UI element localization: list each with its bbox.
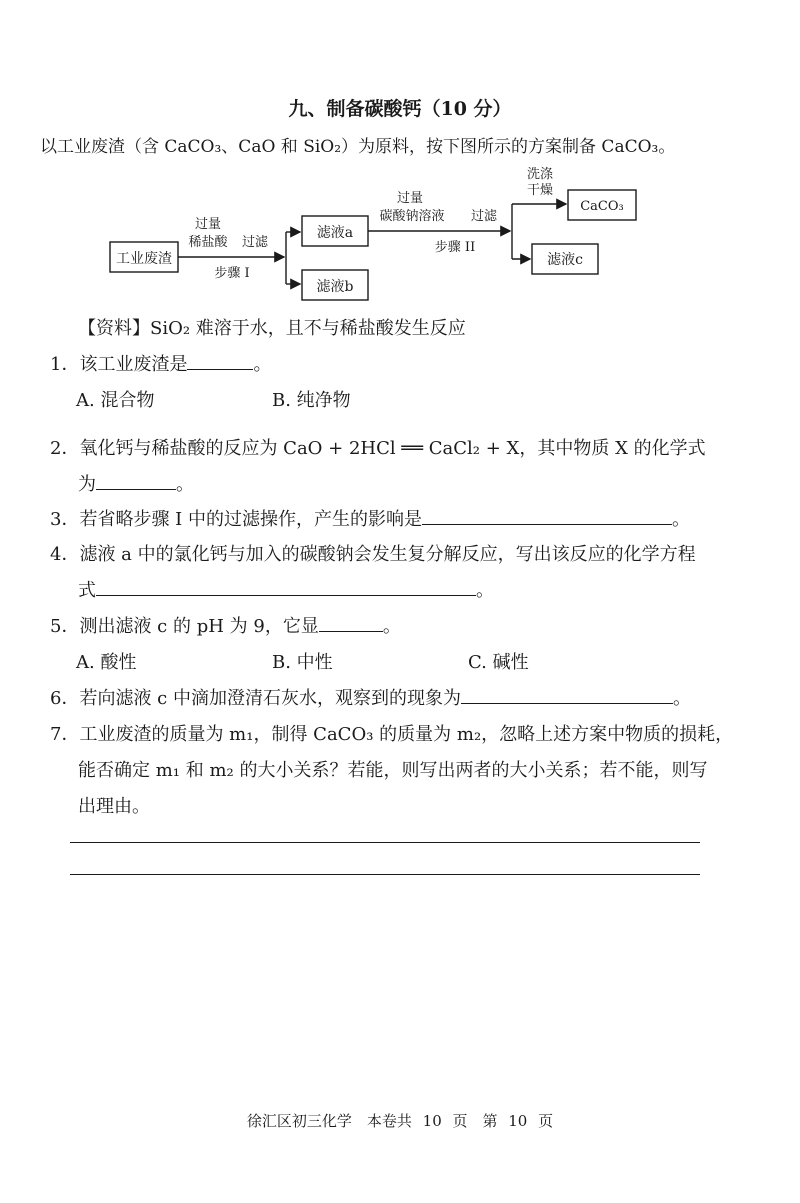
question-7-line3: 出理由。 — [78, 796, 150, 817]
label-filtrate-c: 滤液c — [547, 252, 583, 268]
question-4-line2: 式 。 — [78, 576, 494, 602]
label-step2: 步骤 II — [434, 240, 476, 255]
question-7-line1: 7．工业废渣的质量为 m₁，制得 CaCO₃ 的质量为 m₂，忽略上述方案中物质的损耗， — [50, 724, 734, 745]
label-filtrate-a: 滤液a — [316, 225, 354, 241]
question-1-text: 1．该工业废渣是 — [50, 354, 188, 375]
page-footer: 徐汇区初三化学 本卷共 10 页 第 10 页 — [246, 1112, 554, 1130]
answer-blank-2[interactable] — [96, 471, 176, 490]
question-1: 1．该工业废渣是 。 — [50, 350, 271, 376]
label-op2: 过滤 — [470, 209, 498, 224]
q5-option-c: C. 碱性 — [468, 652, 529, 673]
question-6: 6．若向滤液 c 中滴加澄清石灰水，观察到的现象为 。 — [50, 684, 691, 710]
q5-option-b: B. 中性 — [272, 652, 333, 673]
question-2-line1: 2．氧化钙与稀盐酸的反应为 CaO + 2HCl ══ CaCl₂ + X，其中物质 X 的化学式 — [50, 438, 706, 459]
label-op1: 过滤 — [241, 235, 269, 250]
label-product: CaCO₃ — [580, 199, 624, 214]
answer-blank-6[interactable] — [461, 685, 673, 704]
label-reagent1-l1: 过量 — [194, 217, 222, 232]
question-7-line2: 能否确定 m₁ 和 m₂ 的大小关系？若能，则写出两者的大小关系；若不能，则写 — [78, 760, 708, 781]
label-filtrate-b: 滤液b — [316, 279, 354, 295]
answer-blank-1[interactable] — [187, 351, 253, 370]
q1-option-a: A. 混合物 — [76, 390, 155, 411]
label-reagent1-l2: 稀盐酸 — [188, 235, 228, 250]
section-title: 九、制备碳酸钙（10 分） — [288, 98, 512, 120]
label-wash: 洗涤 — [526, 167, 554, 182]
answer-blank-4[interactable] — [96, 577, 476, 596]
label-reagent2-l1: 过量 — [396, 191, 424, 206]
note-text: 【资料】SiO₂ 难溶于水，且不与稀盐酸发生反应 — [78, 318, 466, 339]
label-dry: 干燥 — [526, 183, 554, 198]
question-3: 3．若省略步骤 I 中的过滤操作，产生的影响是 。 — [50, 505, 690, 531]
answer-blank-3[interactable] — [422, 506, 672, 525]
answer-line-7b[interactable] — [70, 874, 700, 875]
label-step1: 步骤 I — [214, 266, 250, 281]
question-5: 5．测出滤液 c 的 pH 为 9，它显 。 — [50, 612, 401, 638]
label-industrial-waste: 工业废渣 — [116, 251, 172, 267]
flow-diagram — [0, 160, 800, 310]
question-4-line1: 4．滤液 a 中的氯化钙与加入的碳酸钠会发生复分解反应，写出该反应的化学方程 — [50, 544, 696, 565]
label-reagent2-l2: 碳酸钠溶液 — [379, 209, 445, 224]
intro-text: 以工业废渣（含 CaCO₃、CaO 和 SiO₂）为原料，按下图所示的方案制备 CaCO₃。 — [40, 137, 676, 157]
question-2-line2: 为 。 — [78, 470, 194, 496]
q5-option-a: A. 酸性 — [76, 652, 137, 673]
answer-line-7a[interactable] — [70, 842, 700, 843]
answer-blank-5[interactable] — [319, 613, 383, 632]
q1-option-b: B. 纯净物 — [272, 390, 351, 411]
